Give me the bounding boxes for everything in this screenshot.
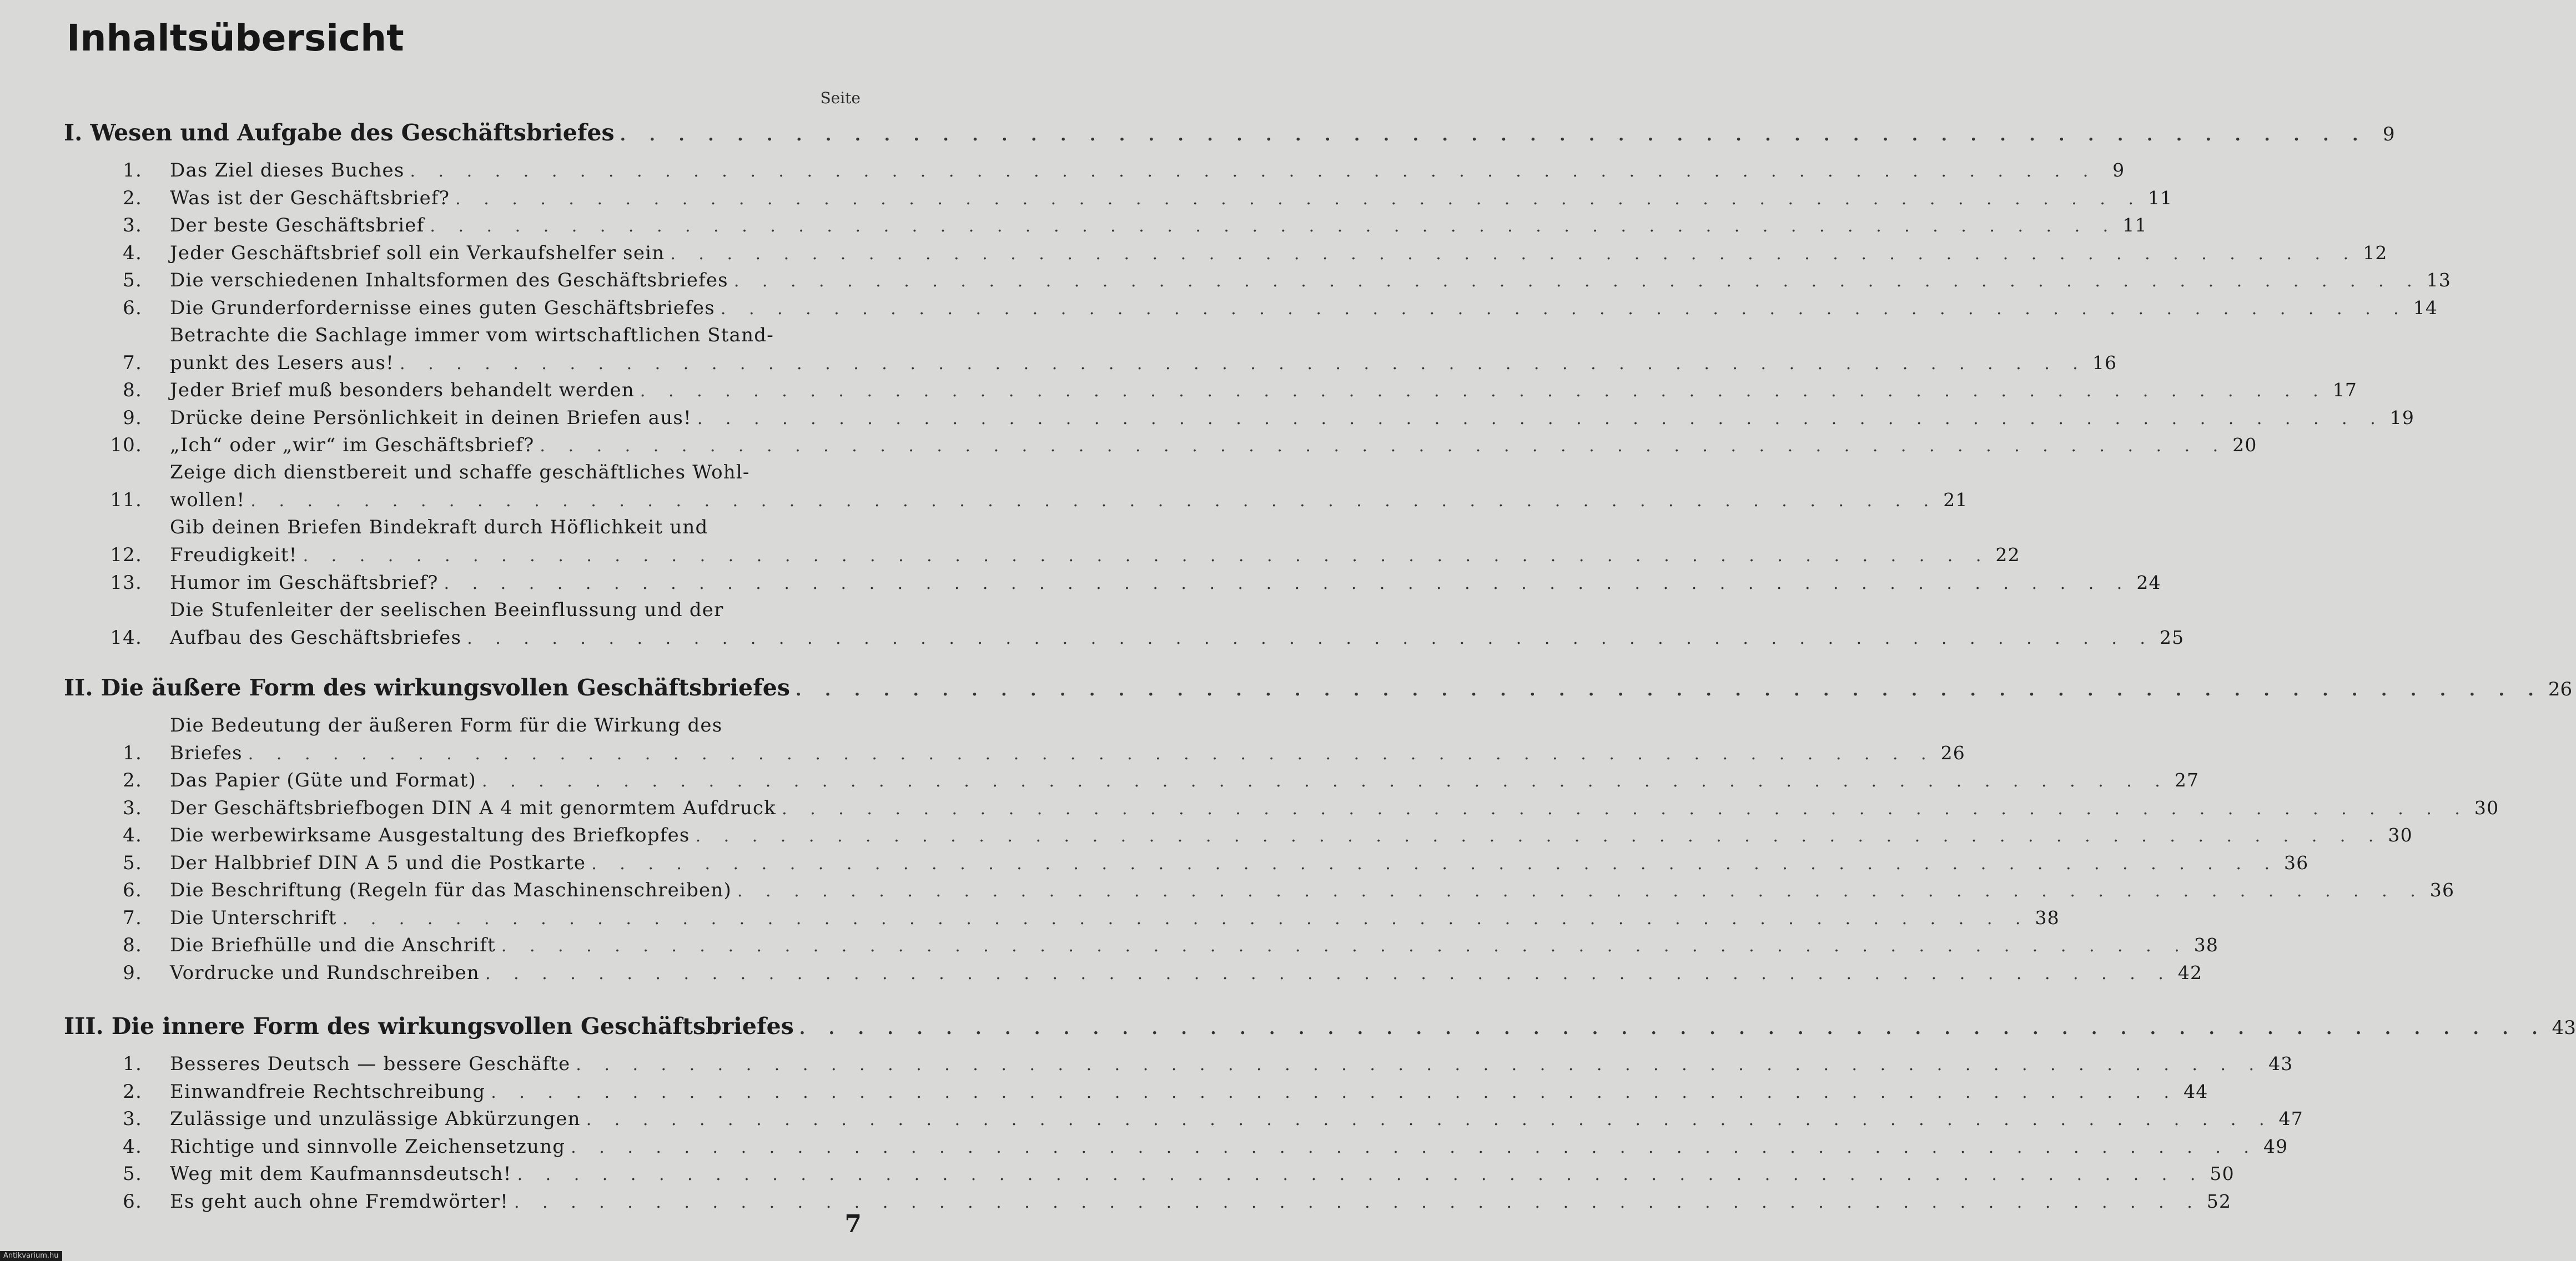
dot-leader: . . . . . . . . . . . . . . . . . . . . . . . . . . . . . . . . . . . . . . . . . . . . . . . . . . . . . . . . . . . .: [455, 189, 2142, 209]
toc-entry: [123, 714, 1966, 764]
dot-leader: . . . . . . . . . . . . . . . . . . . . . . . . . . . . . . . . . . . . . . . . . . . . . . . . . . . . . . . . . . . .: [695, 826, 2383, 846]
entry-page-number: 12: [2363, 241, 2388, 264]
dot-leader: . . . . . . . . . . . . . . . . . . . . . . . . . . . . . . . . . . . . . . . . . . . . . . . . . . . . . . . . . . . .: [410, 162, 2097, 181]
entry-text: Das Papier (Güte und Format): [170, 769, 477, 791]
entry-number: 3.: [123, 1108, 142, 1130]
entry-text: Das Ziel dieses Buches: [170, 159, 405, 181]
entry-text: Der Halbbrief DIN A 5 und die Postkarte: [170, 851, 586, 874]
entry-text: Es geht auch ohne Fremdwörter!: [170, 1190, 509, 1213]
dot-leader: . . . . . . . . . . . . . . . . . . . . . . . . . . . . . . . . . . . . . . . . . . . . . . . . . . . . . . . . . . . .: [517, 1165, 2205, 1184]
entry-text: Humor im Geschäftsbrief?: [170, 571, 439, 594]
dot-leader: . . . . . . . . . . . . . . . . . . . . . . . . . . . . . . . . . . . . . . . . . . . . . . . . . . . . . . . . . . . .: [576, 1055, 2263, 1075]
dot-leader: . . . . . . . . . . . . . . . . . . . . . . . . . . . . . . . . . . . . . . . . . . . . . . . . . . . . . . . . . . . .: [514, 1192, 2201, 1212]
entry-number: 1.: [123, 742, 142, 764]
toc-entry: [110, 571, 2161, 594]
chapter-title: Die innere Form des wirkungsvollen Geschäftsbriefes: [111, 1013, 794, 1040]
dot-leader: . . . . . . . . . . . . . . . . . . . . . . . . . . . . . . . . . . . . . . . . . . . . . . . . . . . . . . . . . . . .: [720, 299, 2408, 319]
entry-number: 5.: [123, 1163, 142, 1185]
entry-text: Einwandfreie Rechtschreibung: [170, 1080, 486, 1103]
entry-number: 8.: [123, 934, 142, 956]
entry-page-number: 38: [2193, 934, 2219, 956]
entry-number: 11.: [110, 489, 142, 511]
entry-number: 5.: [123, 851, 142, 874]
entry-page-number: 42: [2177, 961, 2203, 983]
entry-page-number: 27: [2174, 769, 2200, 791]
entry-page-number: 17: [2332, 379, 2358, 401]
toc-entry: [123, 241, 2388, 264]
entry-text-line1: Die Stufenleiter der seelischen Beeinflussung und der: [170, 598, 724, 621]
dot-leader: . . . . . . . . . . . . . . . . . . . . . . . . . . . . . . . . . . . . . . . . . . . . . . . . . . . . . . . . . . . .: [467, 628, 2154, 648]
dot-leader: . . . . . . . . . . . . . . . . . . . . . . . . . . . . . . . . . . . . . . . . . . . . . . . . . . . . . . . . . . . .: [491, 1082, 2178, 1102]
entry-text: Richtige und sinnvolle Zeichensetzung: [170, 1135, 566, 1158]
entry-number: 4.: [123, 241, 142, 264]
dot-leader: . . . . . . . . . . . . . . . . . . . . . . . . . . . . . . . . . . . . . . . . . . . . . . . . . . . . . . . . . . . .: [795, 680, 2543, 700]
dot-leader: . . . . . . . . . . . . . . . . . . . . . . . . . . . . . . . . . . . . . . . . . . . . . . . . . . . . . . . . . . . .: [697, 408, 2384, 428]
toc-entry: [123, 406, 2415, 429]
dot-leader: . . . . . . . . . . . . . . . . . . . . . . . . . . . . . . . . . . . . . . . . . . . . . . . . . . . . . . . . . . . .: [586, 1110, 2273, 1129]
toc-entry: [123, 961, 2203, 984]
toc-entry: [123, 824, 2413, 846]
page-title: Inhaltsübersicht: [67, 17, 404, 59]
entry-page-number: 52: [2206, 1190, 2232, 1212]
chapter-numeral: II.: [64, 674, 93, 701]
entry-text: Jeder Brief muß besonders behandelt werden: [170, 379, 635, 401]
dot-leader: . . . . . . . . . . . . . . . . . . . . . . . . . . . . . . . . . . . . . . . . . . . . . . . . . . . . . . . . . . . .: [400, 354, 2087, 374]
entry-text: Die Beschriftung (Regeln für das Maschinenschreiben): [170, 879, 732, 901]
entry-number: 9.: [123, 961, 142, 984]
entry-page-number: 49: [2263, 1135, 2288, 1157]
toc-entry: [123, 796, 2499, 819]
entry-page-number: 30: [2388, 824, 2413, 846]
entry-text-line1: Gib deinen Briefen Bindekraft durch Höflichkeit und: [170, 516, 708, 538]
entry-text: Vordrucke und Rundschreiben: [170, 961, 480, 984]
entry-number: 2.: [123, 769, 142, 791]
chapter-page-number: 9: [2382, 123, 2395, 145]
toc-entry: [110, 461, 1968, 511]
entry-text: Aufbau des Geschäftsbriefes: [170, 626, 462, 649]
toc-entry: [123, 906, 2060, 929]
dot-leader: . . . . . . . . . . . . . . . . . . . . . . . . . . . . . . . . . . . . . . . . . . . . . . . . . . . . . . . . . . . .: [571, 1137, 2258, 1157]
entry-page-number: 11: [2122, 214, 2147, 236]
entry-number: 2.: [123, 1080, 142, 1103]
entry-text: Die Unterschrift: [170, 906, 337, 929]
toc-entry: [110, 434, 2257, 456]
entry-text-line1: Die Bedeutung der äußeren Form für die Wirkung des: [170, 714, 723, 737]
dot-leader: . . . . . . . . . . . . . . . . . . . . . . . . . . . . . . . . . . . . . . . . . . . . . . . . . . . . . . . . . . . .: [540, 436, 2227, 456]
dot-leader: . . . . . . . . . . . . . . . . . . . . . . . . . . . . . . . . . . . . . . . . . . . . . . . . . . . . . . . . . . . .: [799, 1019, 2547, 1038]
entry-number: 13.: [110, 571, 142, 594]
dot-leader: . . . . . . . . . . . . . . . . . . . . . . . . . . . . . . . . . . . . . . . . . . . . . . . . . . . . . . . . . . . .: [485, 964, 2172, 983]
toc-entry: [123, 879, 2455, 901]
toc-entry: [123, 769, 2200, 791]
entry-page-number: 20: [2232, 434, 2257, 456]
entry-number: 3.: [123, 214, 142, 236]
dot-leader: . . . . . . . . . . . . . . . . . . . . . . . . . . . . . . . . . . . . . . . . . . . . . . . . . . . . . . . . . . . .: [303, 546, 1990, 566]
entry-number: 7.: [123, 906, 142, 929]
entry-number: 4.: [123, 824, 142, 846]
entry-page-number: 50: [2210, 1163, 2235, 1184]
entry-page-number: 22: [1995, 544, 2020, 566]
dot-leader: . . . . . . . . . . . . . . . . . . . . . . . . . . . . . . . . . . . . . . . . . . . . . . . . . . . . . . . . . . . .: [501, 936, 2188, 956]
toc-entry: [123, 214, 2147, 236]
entry-number: 14.: [110, 626, 142, 649]
chapter-numeral: I.: [64, 119, 83, 146]
entry-page-number: 44: [2183, 1080, 2208, 1102]
entry-number: 1.: [123, 1053, 142, 1075]
entry-text: Zulässige und unzulässige Abkürzungen: [170, 1108, 581, 1130]
entry-page-number: 11: [2147, 186, 2173, 209]
dot-leader: . . . . . . . . . . . . . . . . . . . . . . . . . . . . . . . . . . . . . . . . . . . . . . . . . . . . . . . . . . . .: [670, 244, 2358, 264]
entry-number: 2.: [123, 186, 142, 209]
chapter-page-number: 43: [2552, 1017, 2576, 1039]
dot-leader: . . . . . . . . . . . . . . . . . . . . . . . . . . . . . . . . . . . . . . . . . . . . . . . . . . . . . . . . . . . .: [444, 573, 2131, 593]
toc-entry: [123, 1080, 2208, 1103]
entry-page-number: 36: [2429, 879, 2455, 901]
toc-entry: [123, 1135, 2288, 1158]
entry-text: Jeder Geschäftsbrief soll ein Verkaufshelfer sein: [170, 241, 665, 264]
toc-entry: [110, 516, 2020, 566]
entry-page-number: 38: [2035, 906, 2060, 929]
toc-entry: [123, 1053, 2293, 1075]
toc-entry: [123, 851, 2309, 874]
dot-leader: . . . . . . . . . . . . . . . . . . . . . . . . . . . . . . . . . . . . . . . . . . . . . . . . . . . . . . . . . . . .: [737, 881, 2424, 901]
toc-entry: [123, 159, 2125, 181]
entry-page-number: 36: [2284, 851, 2309, 874]
entry-text: Drücke deine Persönlichkeit in deinen Briefen aus!: [170, 406, 692, 429]
chapter-title: Wesen und Aufgabe des Geschäftsbriefes: [90, 119, 615, 146]
entry-page-number: 24: [2136, 571, 2161, 593]
dot-leader: . . . . . . . . . . . . . . . . . . . . . . . . . . . . . . . . . . . . . . . . . . . . . . . . . . . . . . . . . . . .: [782, 799, 2469, 819]
toc-entry: [123, 296, 2438, 319]
entry-text: Die werbewirksame Ausgestaltung des Briefkopfes: [170, 824, 690, 846]
entry-page-number: 21: [1943, 489, 1968, 511]
dot-leader: . . . . . . . . . . . . . . . . . . . . . . . . . . . . . . . . . . . . . . . . . . . . . . . . . . . . . . . . . . . .: [248, 744, 1935, 764]
toc-entry: [123, 269, 2452, 291]
entry-text: „Ich“ oder „wir“ im Geschäftsbrief?: [170, 434, 535, 456]
entry-text: Briefes: [170, 742, 243, 764]
dot-leader: . . . . . . . . . . . . . . . . . . . . . . . . . . . . . . . . . . . . . . . . . . . . . . . . . . . . . . . . . . . .: [591, 854, 2278, 874]
toc-entry: [123, 186, 2173, 209]
entry-text: wollen!: [170, 489, 245, 511]
dot-leader: . . . . . . . . . . . . . . . . . . . . . . . . . . . . . . . . . . . . . . . . . . . . . . . . . . . . . . . . . . . .: [620, 125, 2367, 145]
toc-entry: [123, 934, 2219, 956]
entry-text: Weg mit dem Kaufmannsdeutsch!: [170, 1163, 512, 1185]
entry-page-number: 16: [2092, 351, 2117, 374]
entry-number: 8.: [123, 379, 142, 401]
entry-text: Besseres Deutsch — bessere Geschäfte: [170, 1053, 571, 1075]
entry-page-number: 13: [2426, 269, 2452, 291]
chapter-page-number: 26: [2548, 678, 2573, 700]
chapter-title: Die äußere Form des wirkungsvollen Geschäftsbriefes: [100, 674, 790, 701]
toc-entry: [123, 324, 2117, 374]
entry-number: 12.: [110, 544, 142, 566]
chapter-heading: [64, 119, 2395, 146]
watermark: Antikvarium.hu: [0, 1251, 62, 1261]
entry-text: Der Geschäftsbriefbogen DIN A 4 mit genormtem Aufdruck: [170, 796, 777, 819]
entry-page-number: 26: [1940, 742, 1966, 764]
entry-number: 3.: [123, 796, 142, 819]
entry-text-line1: Zeige dich dienstbereit und schaffe geschäftliches Wohl-: [170, 461, 750, 483]
entry-text: Der beste Geschäftsbrief: [170, 214, 425, 236]
dot-leader: . . . . . . . . . . . . . . . . . . . . . . . . . . . . . . . . . . . . . . . . . . . . . . . . . . . . . . . . . . . .: [733, 271, 2421, 291]
entry-text-line1: Betrachte die Sachlage immer vom wirtschaftlichen Stand-: [170, 324, 774, 346]
entry-page-number: 9: [2112, 159, 2125, 181]
dot-leader: . . . . . . . . . . . . . . . . . . . . . . . . . . . . . . . . . . . . . . . . . . . . . . . . . . . . . . . . . . . .: [250, 491, 1938, 511]
entry-page-number: 47: [2278, 1108, 2303, 1129]
entry-number: 4.: [123, 1135, 142, 1158]
entry-text: Die Briefhülle und die Anschrift: [170, 934, 496, 956]
entry-page-number: 30: [2474, 796, 2499, 819]
entry-page-number: 14: [2413, 296, 2438, 319]
entry-number: 6.: [123, 1190, 142, 1213]
entry-page-number: 25: [2159, 626, 2185, 648]
entry-number: 7.: [123, 351, 142, 374]
folio-page-number: 7: [844, 1210, 862, 1238]
entry-text: Die Grunderfordernisse eines guten Geschäftsbriefes: [170, 296, 715, 319]
toc-entry: [123, 379, 2358, 401]
chapter-heading: [64, 1013, 2576, 1040]
entry-text: Die verschiedenen Inhaltsformen des Geschäftsbriefes: [170, 269, 728, 291]
entry-number: 9.: [123, 406, 142, 429]
entry-text: Was ist der Geschäftsbrief?: [170, 186, 450, 209]
entry-text: Freudigkeit!: [170, 544, 298, 566]
dot-leader: . . . . . . . . . . . . . . . . . . . . . . . . . . . . . . . . . . . . . . . . . . . . . . . . . . . . . . . . . . . .: [482, 771, 2169, 791]
chapter-heading: [64, 674, 2573, 701]
chapter-numeral: III.: [64, 1013, 104, 1040]
entry-number: 1.: [123, 159, 142, 181]
entry-text: punkt des Lesers aus!: [170, 351, 395, 374]
toc-entry: [123, 1190, 2232, 1213]
entry-page-number: 19: [2389, 406, 2415, 428]
dot-leader: . . . . . . . . . . . . . . . . . . . . . . . . . . . . . . . . . . . . . . . . . . . . . . . . . . . . . . . . . . . .: [342, 909, 2030, 929]
toc-entry: [110, 598, 2185, 649]
entry-number: 10.: [110, 434, 142, 456]
entry-number: 6.: [123, 296, 142, 319]
toc-entry: [123, 1108, 2303, 1130]
dot-leader: . . . . . . . . . . . . . . . . . . . . . . . . . . . . . . . . . . . . . . . . . . . . . . . . . . . . . . . . . . . .: [430, 216, 2117, 236]
page-column-label: Seite: [820, 89, 861, 107]
dot-leader: . . . . . . . . . . . . . . . . . . . . . . . . . . . . . . . . . . . . . . . . . . . . . . . . . . . . . . . . . . . .: [640, 381, 2327, 401]
entry-number: 6.: [123, 879, 142, 901]
toc-entry: [123, 1163, 2235, 1185]
entry-number: 5.: [123, 269, 142, 291]
entry-page-number: 43: [2268, 1053, 2293, 1075]
